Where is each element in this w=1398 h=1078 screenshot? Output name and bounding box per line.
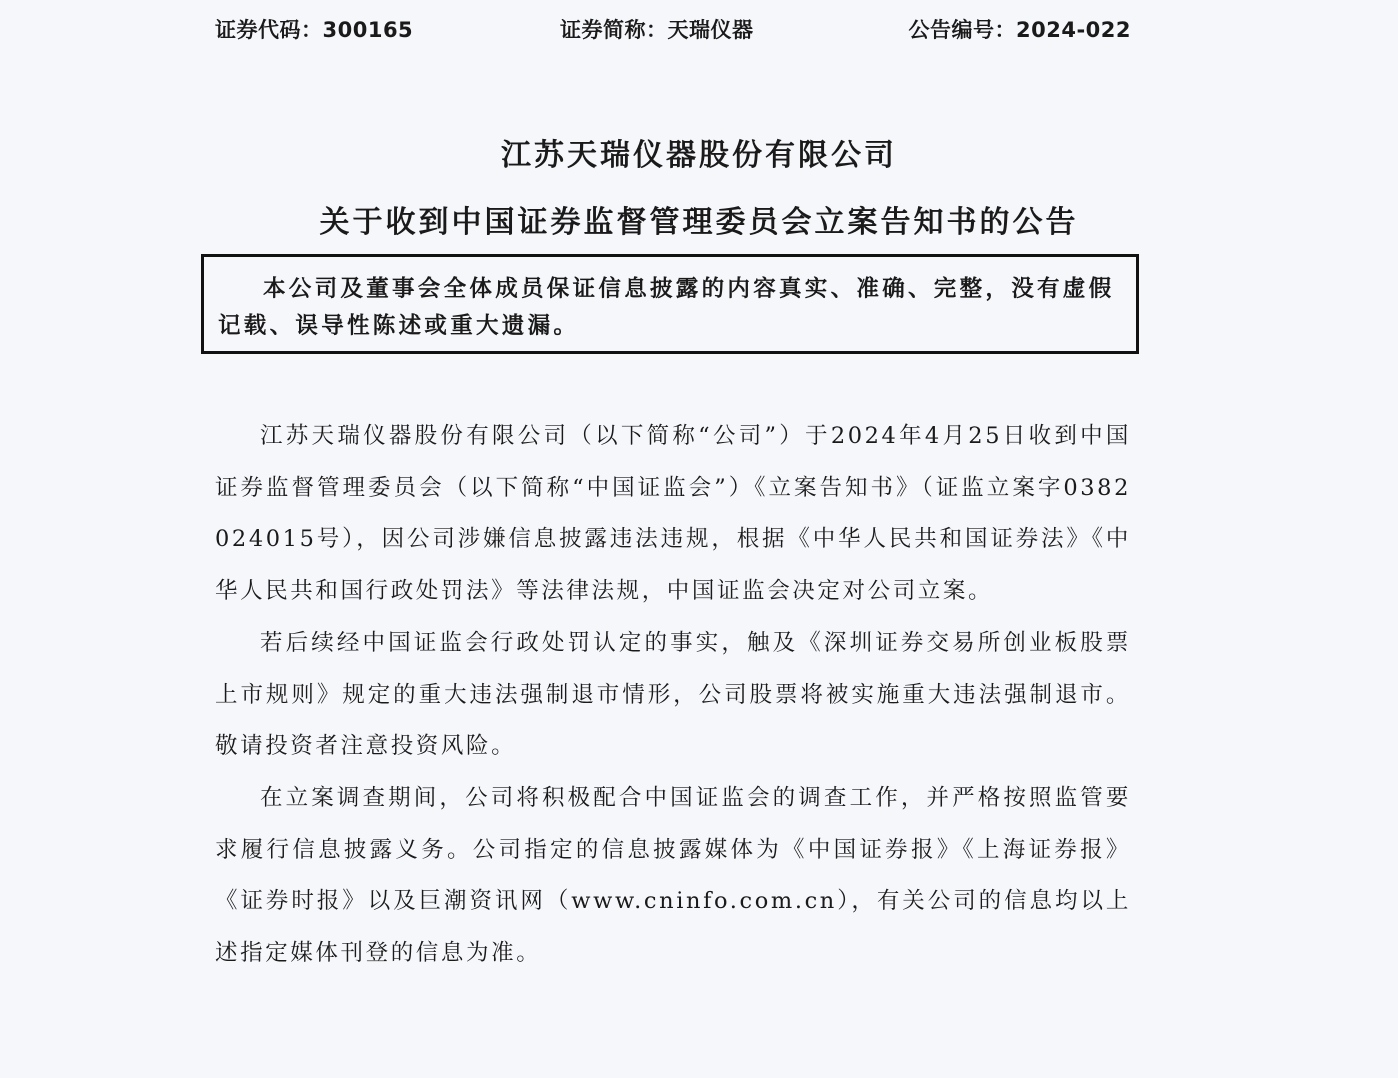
- disclosure-statement: 本公司及董事会全体成员保证信息披露的内容真实、准确、完整，没有虚假记载、误导性陈述或重大遗漏。: [218, 276, 1115, 339]
- security-abbreviation: 证券简称：天瑞仪器: [560, 18, 754, 42]
- company-title: 江苏天瑞仪器股份有限公司: [501, 138, 897, 173]
- disclosure-statement-box: [201, 254, 1139, 354]
- security-code: 证券代码：300165: [215, 18, 414, 42]
- paragraph-disclosure-media: 在立案调查期间，公司将积极配合中国证监会的调查工作，并严格按照监管要求履行信息披露义务。公司指定的信息披露媒体为《中国证券报》《上海证券报》《证券时报》以及巨潮资讯网（www.cninfo.com.cn），有关公司的信息均以上述指定媒体刊登的信息为准。: [215, 785, 1131, 967]
- notice-title: 关于收到中国证券监督管理委员会立案告知书的公告: [319, 205, 1079, 240]
- document-header: [215, 14, 1131, 46]
- paragraph-investigation-notice: 江苏天瑞仪器股份有限公司（以下简称“公司”）于2024年4月25日收到中国证券监督管理委员会（以下简称“中国证监会”）《立案告知书》（证监立案字0382024015号），因公司涉嫌信息披露违法违规，根据《中华人民共和国证券法》《中华人民共和国行政处罚法》等法律法规，中国证监会决定对公司立案。: [215, 423, 1131, 605]
- body-paragraph: [215, 773, 1131, 980]
- body-paragraph: [215, 411, 1131, 618]
- paragraph-delisting-risk: 若后续经中国证监会行政处罚认定的事实，触及《深圳证券交易所创业板股票上市规则》规定的重大违法强制退市情形，公司股票将被实施重大违法强制退市。敬请投资者注意投资风险。: [215, 630, 1131, 760]
- body-paragraph: [215, 618, 1131, 773]
- notice-number: 公告编号：2024-022: [908, 18, 1131, 42]
